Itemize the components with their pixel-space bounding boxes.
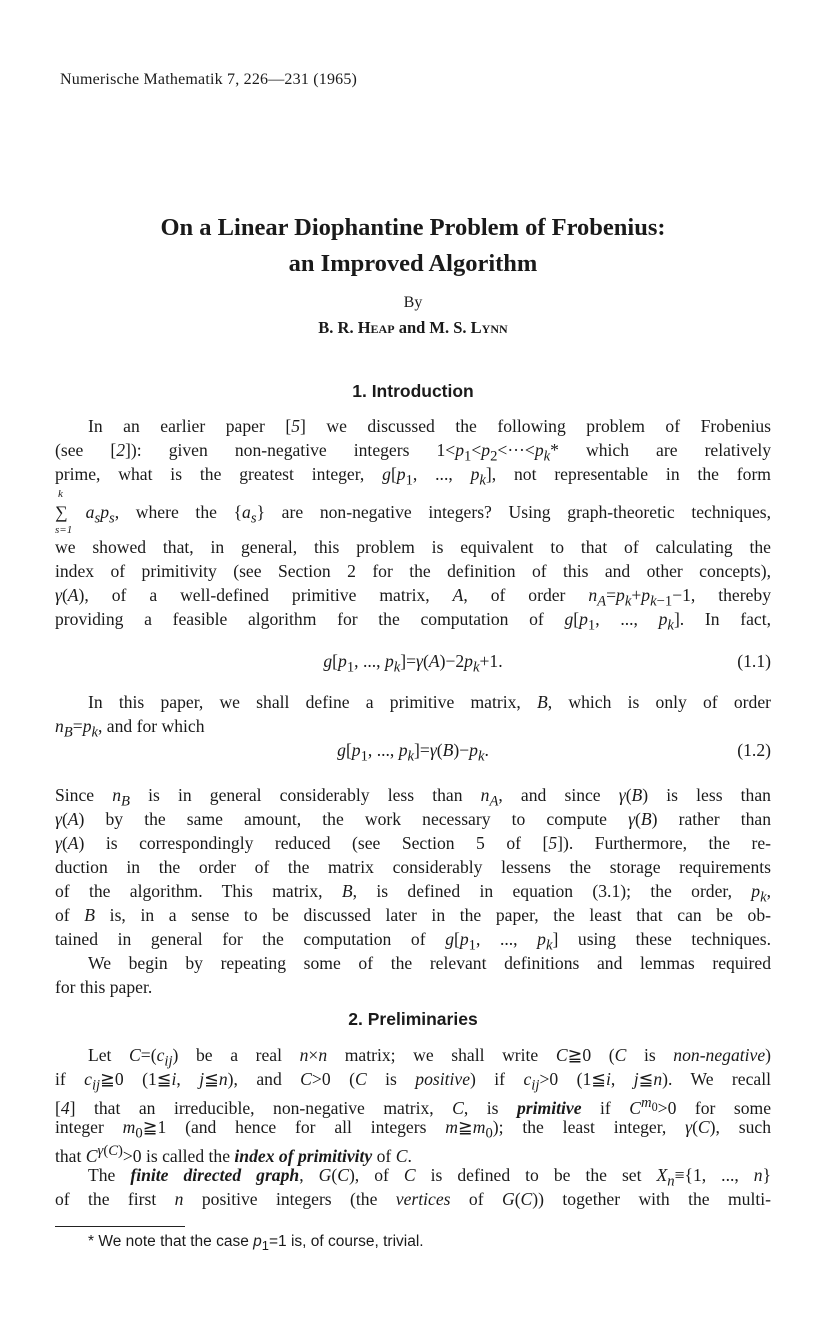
s1-p3-line-7: tained in general for the computation of $g[p_1$, ..., $p_k$] using these techniques.	[55, 929, 771, 954]
footnote: * We note that the case $p_1=1$ is, of course, trivial.	[88, 1233, 424, 1254]
footnote-rule	[55, 1226, 185, 1227]
title-line-1: On a Linear Diophantine Problem of Frobenius:	[160, 214, 666, 241]
journal-header: Numerische Mathematik 7, 226—231 (1965)	[60, 71, 358, 88]
s1-p2-line-2: $n_B=p_k$, and for which	[55, 716, 205, 741]
s2-p2-line-1: The finite directed graph, G(C), of C is defined to be the set $X_n\equiv\{1$, ..., n}	[88, 1165, 772, 1190]
section-1-heading: 1. Introduction	[352, 381, 474, 401]
s1-p1-line-4: k ∑ s=1 $a_sp_s$, where the $\{a_s\}$ are non-negative integers? Using graph-theoretic techniques,	[55, 500, 771, 531]
summation-symbol: k ∑ s=1	[55, 500, 69, 524]
equation-1-1-number: (1.1)	[737, 651, 771, 671]
s1-p1-line-7: γ(A), of a well-defined primitive matrix, A, of order $n_A=p_k+p_{k-1}-1$, thereby	[55, 585, 771, 610]
sum-lower-limit: s=1	[55, 524, 73, 536]
byline-by: By	[403, 294, 423, 311]
s2-p1-line-1: Let $C=(c_{ij})$ be a real n×n matrix; we shall write C≧0 (C is non-negative)	[88, 1045, 771, 1070]
s1-p4-line-2: for this paper.	[55, 977, 153, 997]
s1-p2-line-1: In this paper, we shall define a primitive matrix, B, which is only of order	[88, 692, 771, 712]
s1-p3-line-5: of the algorithm. This matrix, B, is defined in equation (3.1); the order, $p_k$,	[55, 881, 772, 906]
s2-p1-line-3: [4] that an irreducible, non-negative matrix, C, is primitive if $C^{m_0}>0$ for some	[55, 1095, 772, 1118]
equation-1-2-number: (1.2)	[737, 740, 771, 760]
s1-p1-line-5: we showed that, in general, this problem is equivalent to that of calculating the	[55, 537, 771, 557]
s1-p1-line-1: In an earlier paper [5] we discussed the following problem of Frobenius	[88, 416, 771, 436]
s1-p3-line-1: Since $n_B$ is in general considerably less than $n_A$, and since γ(B) is less than	[55, 785, 771, 810]
s1-p1-line-3: prime, what is the greatest integer, $g[p_1$, ..., $p_k$], not representable in the form	[55, 464, 771, 489]
s2-p1-line-4: integer $m_0≧1$ (and hence for all integers $m≧m_0$); the least integer, γ(C), such	[55, 1117, 772, 1142]
s2-p1-line-2: if $c_{ij}≧0$ (1≦i, j≦n), and C>0 (C is positive) if $c_{ij}>0$ (1≦i, j≦n). We recall	[55, 1069, 771, 1094]
s1-p3-line-2: γ(A) by the same amount, the work necessary to compute γ(B) rather than	[55, 809, 772, 829]
equation-1-2-expr: $g[p_1$, ..., $p_k]=\gamma(B)-p_k$.	[337, 740, 489, 765]
s1-p1-line-2: (see [2]): given non-negative integers $1<p_1<p_2<\cdot\cdot\cdot<p_k*$ which are relatively	[55, 440, 772, 465]
equation-1-1-expr: $g[p_1$, ..., $p_k]=\gamma(A)-2p_k+1$.	[323, 651, 503, 676]
section-2-heading: 2. Preliminaries	[348, 1009, 478, 1029]
s1-p3-line-4: duction in the order of the matrix considerably lessens the storage requirements	[55, 857, 771, 877]
s1-p1-line-8: providing a feasible algorithm for the computation of $g[p_1$, ..., $p_k$]. In fact,	[55, 609, 771, 634]
s1-p3-line-3: γ(A) is correspondingly reduced (see Section 5 of [5]). Furthermore, the re-	[55, 833, 771, 853]
s1-p4-line-1: We begin by repeating some of the relevant definitions and lemmas required	[88, 953, 771, 973]
sum-upper-limit: k	[58, 488, 63, 500]
s1-p1-line-6: index of primitivity (see Section 2 for the definition of this and other concepts),	[55, 561, 771, 581]
title-line-2: an Improved Algorithm	[288, 250, 538, 277]
s2-p1-line-5: that $C^{\gamma(C)}>0$ is called the index of primitivity of C.	[55, 1143, 412, 1166]
authors: B. R. Heap and M. S. Lynn	[318, 318, 508, 337]
s1-p3-line-6: of B is, in a sense to be discussed later in the paper, the least that can be ob-	[55, 905, 771, 925]
s2-p2-line-2: of the first n positive integers (the vertices of G(C)) together with the multi-	[55, 1189, 772, 1209]
